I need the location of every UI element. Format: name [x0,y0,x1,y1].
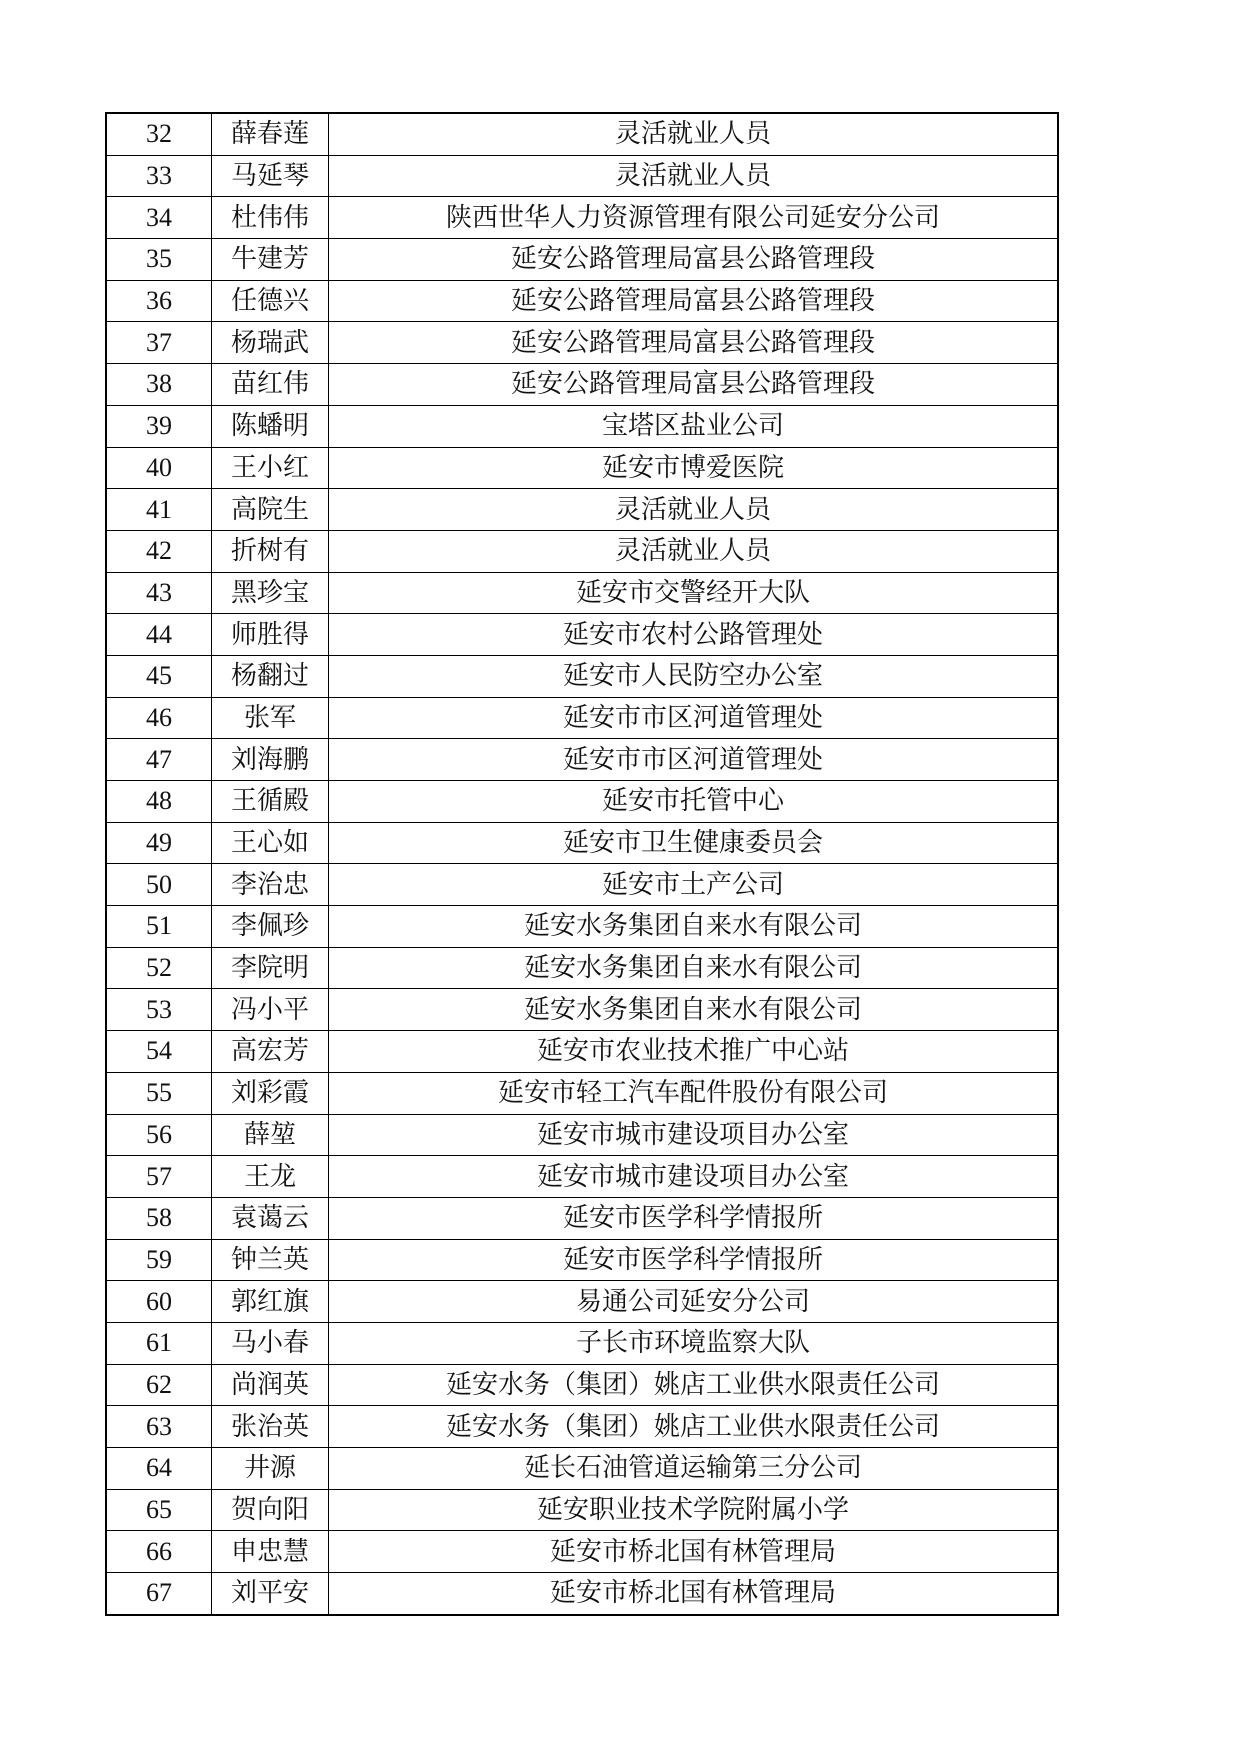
organization-cell: 延安公路管理局富县公路管理段 [329,239,1059,281]
organization-cell: 延安水务集团自来水有限公司 [329,947,1059,989]
table-row [106,1573,1058,1615]
person-name-cell: 申忠慧 [212,1531,329,1573]
organization-cell: 延安市托管中心 [329,781,1059,823]
row-number-cell: 56 [106,1114,212,1156]
organization-cell: 延安市医学科学情报所 [329,1239,1059,1281]
row-number-cell: 67 [106,1573,212,1615]
row-number-cell: 42 [106,530,212,572]
row-number-cell: 65 [106,1489,212,1531]
roster-body [106,113,1058,1615]
person-name-cell: 杨翻过 [212,655,329,697]
row-number-cell: 59 [106,1239,212,1281]
row-number-cell: 49 [106,822,212,864]
table-row [106,1281,1058,1323]
table-row [106,1114,1058,1156]
row-number-cell: 61 [106,1322,212,1364]
person-name-cell: 任德兴 [212,280,329,322]
organization-cell: 灵活就业人员 [329,489,1059,531]
person-name-cell: 杨瑞武 [212,322,329,364]
row-number-cell: 48 [106,781,212,823]
table-row [106,906,1058,948]
row-number-cell: 64 [106,1448,212,1490]
row-number-cell: 40 [106,447,212,489]
organization-cell: 延安公路管理局富县公路管理段 [329,364,1059,406]
organization-cell: 延安市土产公司 [329,864,1059,906]
table-row [106,1364,1058,1406]
table-row [106,489,1058,531]
row-number-cell: 46 [106,697,212,739]
table-row [106,1322,1058,1364]
person-name-cell: 张军 [212,697,329,739]
table-row [106,781,1058,823]
row-number-cell: 55 [106,1072,212,1114]
table-row [106,572,1058,614]
row-number-cell: 54 [106,1031,212,1073]
person-name-cell: 贺向阳 [212,1489,329,1531]
row-number-cell: 41 [106,489,212,531]
table-row [106,1072,1058,1114]
person-name-cell: 马小春 [212,1322,329,1364]
row-number-cell: 66 [106,1531,212,1573]
table-row [106,614,1058,656]
person-name-cell: 薛春莲 [212,113,329,155]
organization-cell: 延安市博爱医院 [329,447,1059,489]
row-number-cell: 33 [106,155,212,197]
row-number-cell: 34 [106,197,212,239]
row-number-cell: 58 [106,1197,212,1239]
organization-cell: 延安市卫生健康委员会 [329,822,1059,864]
table-row [106,697,1058,739]
person-name-cell: 王小红 [212,447,329,489]
person-name-cell: 王心如 [212,822,329,864]
person-name-cell: 师胜得 [212,614,329,656]
organization-cell: 延安公路管理局富县公路管理段 [329,322,1059,364]
organization-cell: 陕西世华人力资源管理有限公司延安分公司 [329,197,1059,239]
table-row [106,1531,1058,1573]
roster-table [105,112,1059,1616]
person-name-cell: 折树有 [212,530,329,572]
table-row [106,1489,1058,1531]
person-name-cell: 李佩珍 [212,906,329,948]
person-name-cell: 苗红伟 [212,364,329,406]
table-row [106,1239,1058,1281]
row-number-cell: 63 [106,1406,212,1448]
organization-cell: 延安市人民防空办公室 [329,655,1059,697]
table-row [106,322,1058,364]
table-row [106,280,1058,322]
organization-cell: 延安市农业技术推广中心站 [329,1031,1059,1073]
row-number-cell: 53 [106,989,212,1031]
table-row [106,239,1058,281]
person-name-cell: 李院明 [212,947,329,989]
organization-cell: 灵活就业人员 [329,155,1059,197]
row-number-cell: 43 [106,572,212,614]
organization-cell: 延安水务（集团）姚店工业供水限责任公司 [329,1364,1059,1406]
table-row [106,530,1058,572]
organization-cell: 延安市交警经开大队 [329,572,1059,614]
table-row [106,1156,1058,1198]
organization-cell: 延安市医学科学情报所 [329,1197,1059,1239]
table-row [106,364,1058,406]
table-row [106,655,1058,697]
organization-cell: 延安市城市建设项目办公室 [329,1114,1059,1156]
person-name-cell: 井源 [212,1448,329,1490]
person-name-cell: 尚润英 [212,1364,329,1406]
table-row [106,197,1058,239]
table-row [106,447,1058,489]
organization-cell: 延安市桥北国有林管理局 [329,1531,1059,1573]
organization-cell: 延安水务（集团）姚店工业供水限责任公司 [329,1406,1059,1448]
organization-cell: 易通公司延安分公司 [329,1281,1059,1323]
person-name-cell: 高宏芳 [212,1031,329,1073]
row-number-cell: 35 [106,239,212,281]
table-row [106,1031,1058,1073]
person-name-cell: 郭红旗 [212,1281,329,1323]
person-name-cell: 冯小平 [212,989,329,1031]
row-number-cell: 37 [106,322,212,364]
person-name-cell: 王循殿 [212,781,329,823]
person-name-cell: 刘彩霞 [212,1072,329,1114]
organization-cell: 延安职业技术学院附属小学 [329,1489,1059,1531]
row-number-cell: 36 [106,280,212,322]
table-row [106,739,1058,781]
table-row [106,864,1058,906]
row-number-cell: 52 [106,947,212,989]
person-name-cell: 马延琴 [212,155,329,197]
organization-cell: 灵活就业人员 [329,113,1059,155]
table-row [106,822,1058,864]
person-name-cell: 王龙 [212,1156,329,1198]
row-number-cell: 44 [106,614,212,656]
person-name-cell: 薛堃 [212,1114,329,1156]
organization-cell: 延安市市区河道管理处 [329,739,1059,781]
person-name-cell: 刘海鹏 [212,739,329,781]
table-row [106,989,1058,1031]
person-name-cell: 袁蔼云 [212,1197,329,1239]
row-number-cell: 62 [106,1364,212,1406]
organization-cell: 延长石油管道运输第三分公司 [329,1448,1059,1490]
organization-cell: 灵活就业人员 [329,530,1059,572]
row-number-cell: 45 [106,655,212,697]
table-row [106,155,1058,197]
table-row [106,405,1058,447]
organization-cell: 子长市环境监察大队 [329,1322,1059,1364]
person-name-cell: 杜伟伟 [212,197,329,239]
organization-cell: 延安水务集团自来水有限公司 [329,906,1059,948]
organization-cell: 延安市城市建设项目办公室 [329,1156,1059,1198]
person-name-cell: 李治忠 [212,864,329,906]
person-name-cell: 黑珍宝 [212,572,329,614]
table-row [106,1448,1058,1490]
table-row [106,113,1058,155]
row-number-cell: 57 [106,1156,212,1198]
row-number-cell: 39 [106,405,212,447]
organization-cell: 延安市轻工汽车配件股份有限公司 [329,1072,1059,1114]
organization-cell: 宝塔区盐业公司 [329,405,1059,447]
row-number-cell: 50 [106,864,212,906]
row-number-cell: 38 [106,364,212,406]
organization-cell: 延安公路管理局富县公路管理段 [329,280,1059,322]
organization-cell: 延安市桥北国有林管理局 [329,1573,1059,1615]
person-name-cell: 刘平安 [212,1573,329,1615]
row-number-cell: 32 [106,113,212,155]
organization-cell: 延安水务集团自来水有限公司 [329,989,1059,1031]
person-name-cell: 张治英 [212,1406,329,1448]
table-row [106,1197,1058,1239]
organization-cell: 延安市农村公路管理处 [329,614,1059,656]
person-name-cell: 陈蟠明 [212,405,329,447]
person-name-cell: 牛建芳 [212,239,329,281]
person-name-cell: 钟兰英 [212,1239,329,1281]
row-number-cell: 47 [106,739,212,781]
table-row [106,1406,1058,1448]
row-number-cell: 60 [106,1281,212,1323]
row-number-cell: 51 [106,906,212,948]
organization-cell: 延安市市区河道管理处 [329,697,1059,739]
person-name-cell: 高院生 [212,489,329,531]
table-row [106,947,1058,989]
